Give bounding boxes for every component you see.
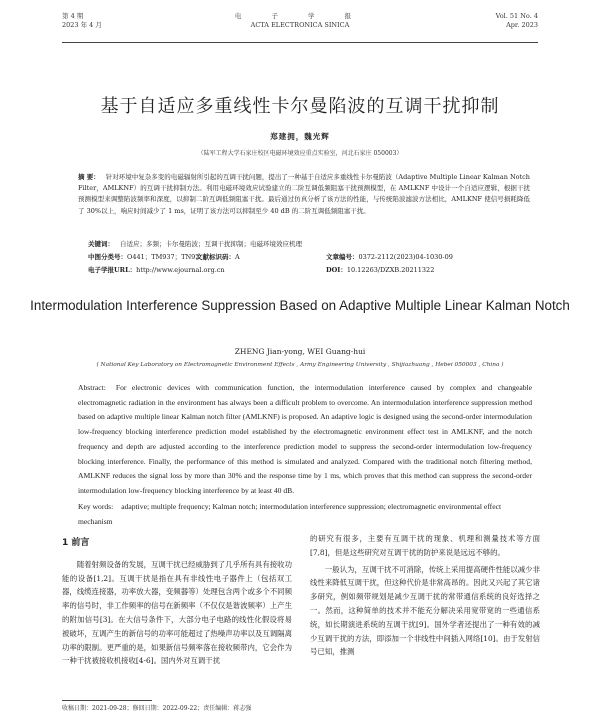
- body-paragraph: 的研究有很多，主要有互调干扰的现象、机理和测量技术等方面[7,8]，但是这些研究对互调干扰的防护来说是远远不够的。: [310, 534, 540, 557]
- keywords-cn-label: 关键词：: [88, 240, 114, 248]
- doi: [326, 265, 434, 274]
- body-column-right: [310, 532, 540, 659]
- issue-date: 2023 年 4 月: [62, 21, 102, 29]
- abstract-en-label: Abstract:: [78, 383, 106, 392]
- doc-value: A: [235, 253, 240, 261]
- authors-en: ZHENG Jian-yong, WEI Guang-hui: [234, 347, 366, 356]
- paper-title-cn: 基于自适应多重线性卡尔曼陷波的互调干扰抑制: [100, 96, 500, 117]
- url-label: 电子学报URL：: [88, 266, 137, 274]
- abstract-cn-label: 摘 要：: [78, 173, 100, 181]
- doc-label: 文献标识码：: [196, 253, 235, 261]
- body-column-left: [62, 537, 292, 668]
- abstract-en: [78, 381, 532, 499]
- abstract-cn: [78, 172, 530, 217]
- doi-value: 10.12263/DZXB.20211322: [346, 266, 435, 274]
- header-divider: [62, 42, 538, 43]
- body-paragraph: 随着射频设备的发展，互调干扰已经威胁到了几乎所有具有接收功能的设备[1,2]。互调干扰是指在具有非线性电子器件上（包括双工器，线缆连接器，功率放大器，变频器等）处理包含两个或多个不同频率的信号时，非工作频率的信号在新频率（不仅仅是谐波频率）上产生的附加信号[3]。在大信号条件下，大部分电子电路的线性化假设将易被破坏，互调产生的新信号的功率可能超过了热噪声功率以及互调隔离功率的限制。更严重的是，如果新信号频率落在接收频带内，它会作为一种干扰被接收机接收[4-6]。国内外对互调干扰: [62, 559, 292, 666]
- volume-number: Vol. 51 No. 4: [495, 12, 538, 20]
- keywords-cn: [88, 239, 530, 248]
- header-center: [62, 12, 538, 30]
- journal-name-en: ACTA ELECTRONICA SINICA: [250, 21, 350, 29]
- url-value[interactable]: http://www.ejournal.org.cn: [136, 266, 225, 274]
- abstract-cn-text: 针对环境中复杂多变的电磁辐射所引起的互调干扰问题，提出了一种基于自适应多重线性卡尔曼陷波（Adaptive Multiple Linear Kalman Notch Filter，AMLKNF）的互调干扰抑制方法。利用电磁环境效应试验建立的二阶互调低频阻塞干扰预测模型，在 AMLKNF 中设计一个自适应逻辑，根据干扰预测模型来调整陷波频率和深度，以抑制二阶互调低频阻塞干扰。最后通过仿真分析了该方法的性能，与传统陷波滤波方法相比，AMLKNF 使信号损耗降低了 30%以上，响应时间减少了 1 ms，证明了该方法可以抑制至少 40 dB 的二阶互调低频阻塞干扰。: [78, 173, 530, 215]
- keywords-en-label: Key words:: [78, 502, 114, 511]
- paper-title-en: Intermodulation Interference Suppression Based on Adaptive Multiple Linear Kalman Notch: [30, 298, 570, 313]
- authors-cn: 郑建拥，魏光辉: [270, 132, 330, 141]
- keywords-en: [78, 500, 532, 529]
- header-right: [496, 12, 538, 30]
- clc-value: O441；TM937；TN92: [127, 253, 200, 261]
- keywords-cn-text: 自适应；多频；卡尔曼陷波；互调干扰抑制；电磁环境效应机理: [120, 240, 302, 248]
- clc-number: [88, 252, 199, 261]
- footnote-divider: [62, 700, 152, 701]
- section-heading: 1 前言: [62, 538, 90, 548]
- body-paragraph: 一般认为，互调干扰不可消除，传统上采用提高硬件性能以减少非线性来降低互调干扰，但这种代价是非常高昂的。因此又兴起了其它诸多研究，例如频带规划是减少互调干扰的常带通信系统的良好选择之一。然而，这种简单的技术并不能充分解决采用宽带宽的一些通信系统，如长期演进系统的互调干扰[9]。国外学者还提出了一种有效的减少互调干扰的方法，即添加一个非线性中间插入网络[10]。由于发射信号已知，推测: [310, 564, 540, 657]
- art-value: 0372-2112(2023)04-1030-09: [358, 253, 453, 261]
- clc-label: 中图分类号：: [88, 253, 127, 261]
- issue-number: 第 4 期: [62, 12, 84, 20]
- journal-name-cn: 电 子 学 报: [234, 12, 366, 20]
- journal-url: [88, 265, 225, 274]
- abstract-en-text: For electronic devices with communication function, the intermodulation interference caused by complex and changeable electromagnetic radiation in the environment has always been a difficult problem to overcome. An intermodulation interference suppression method based on adaptive multiple linear Kalman notch filter (AMLKNF) is proposed. An adaptive logic is designed using the second-order intermodulation low-frequency blocking interference prediction model established by the electromagnetic environment effect test in AMLKNF, and the notch frequency and depth are adjusted according to the interference prediction model to suppress the second-order intermodulation low-frequency blocking interference. Finally, the performance of this method is simulated and analyzed. Compared with the traditional notch filtering method, AMLKNF reduces the signal loss by more than 30% and the response time by 1 ms, which proves that this method can suppress the second-order intermodulation low-frequency blocking interference by at least 40 dB.: [78, 383, 532, 495]
- issue-date-en: Apr. 2023: [506, 21, 538, 29]
- doi-label: DOI：: [326, 266, 347, 274]
- document-code: [196, 252, 240, 261]
- art-label: 文章编号：: [326, 253, 359, 261]
- footnote: 收稿日期：2021-09-28；修回日期：2022-09-22；责任编辑：蒋志强: [62, 705, 252, 712]
- keywords-en-text: adaptive; multiple frequency; Kalman notch; intermodulation interference suppression; electromagnetic environmental effect mechanism: [78, 502, 502, 526]
- article-number: [326, 252, 453, 261]
- affiliation-en: ( National Key Laboratory on Electromagnetic Environment Effects , Army Engineering University , Shijiazhuang , Hebei 050003 , China ): [96, 362, 504, 368]
- affiliation-cn: （陆军工程大学石家庄校区电磁环境效应重点实验室，河北石家庄 050003）: [197, 150, 403, 157]
- running-header: [62, 12, 538, 42]
